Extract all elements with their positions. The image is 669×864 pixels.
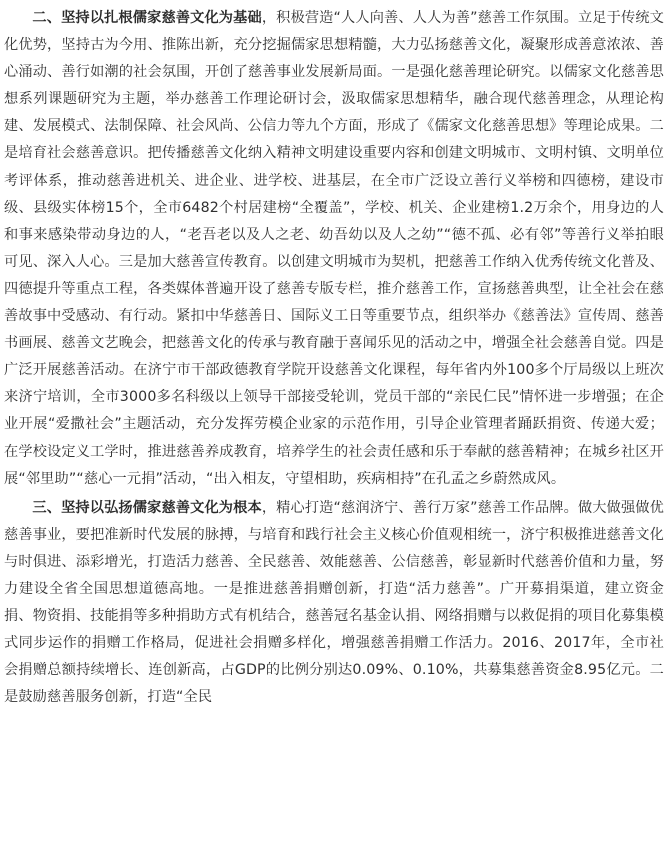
section-2-body: ，积极营造“人人向善、人人为善”慈善工作氛围。立足于传统文化优势，坚持古为今用、推陈出新，充分挖掘儒家思想精髓，大力弘扬慈善文化，凝聚形成善意浓浓、善心涌动、善行如潮的社会氛围，开创了慈善事业发展新局面。一是强化慈善理论研究。以儒家文化慈善思想系列课题研究为主题，举办慈善工作理论研讨会，汲取儒家思想精华，融合现代慈善理念，从理论构建、发展模式、法制保障、社会风尚、公信力等九个方面，形成了《儒家文化慈善思想》等理论成果。二是培育社会慈善意识。把传播慈善文化纳入精神文明建设重要内容和创建文明城市、文明村镇、文明单位考评体系，推动慈善进机关、进企业、进学校、进基层，在全市广泛设立善行义举榜和四德榜，建设市级、县级实体榜15个，全市6482个村居建榜“全覆盖”，学校、机关、企业建榜1.2万余个，用身边的人和事来感染带动身边的人，“老吾老以及人之老、幼吾幼以及人之幼”“德不孤、必有邻”等善行义举拍眼可见、深入人心。三是加大慈善宣传教育。以创建文明城市为契机，把慈善工作纳入优秀传统文化普及、四德提升等重点工程，各类媒体普遍开设了慈善专版专栏，推介慈善工作，宣扬慈善典型，让全社会在慈善故事中受感动、有行动。紧扣中华慈善日、国际义工日等重要节点，组织举办《慈善法》宣传周、慈善书画展、慈善文艺晚会，把慈善文化的传承与教育融于喜闻乐见的活动之中，增强全社会慈善自觉。四是广泛开展慈善活动。在济宁市干部政德教育学院开设慈善文化课程，每年省内外100多个厅局级以上班次来济宁培训，全市3000多名科级以上领导干部接受轮训，党员干部的“亲民仁民”情怀进一步增强；在企业开展“爱撒社会”主题活动，充分发挥劳模企业家的示范作用，引导企业管理者踊跃捐资、传递大爱；在学校设定义工学时，推进慈善养成教育，培养学生的社会责任感和乐于奉献的慈善精神；在城乡社区开展“邻里助”“慈心一元捐”活动，“出入相友，守望相助，疾病相持”在孔孟之乡蔚然成风。 [4,10,664,487]
section-3-heading: 三、坚持以弘扬儒家慈善文化为根本 [32,499,262,516]
section-2-paragraph [0,5,669,493]
section-3-paragraph [0,495,669,712]
section-3-body: ，精心打造“慈润济宁、善行万家”慈善工作品牌。做大做强做优慈善事业，要把准新时代发展的脉搏，与培育和践行社会主义核心价值观相统一，济宁积极推进慈善文化与时俱进、添彩增光，打造活力慈善、全民慈善、效能慈善、公信慈善，彰显新时代慈善价值和力量，努力建设全省全国思想道德高地。一是推进慈善捐赠创新，打造“活力慈善”。广开募捐渠道，建立资金捐、物资捐、技能捐等多种捐助方式有机结合，慈善冠名基金认捐、网络捐赠与以救促捐的项目化募集模式同步运作的捐赠工作格局，促进社会捐赠多样化，增强慈善捐赠工作活力。2016、2017年，全市社会捐赠总额持续增长、连创新高，占GDP的比例分别达0.09%、0.10%，共募集慈善资金8.95亿元。二是鼓励慈善服务创新，打造“全民 [4,499,664,706]
section-2-heading: 二、坚持以扎根儒家慈善文化为基础 [32,10,262,26]
